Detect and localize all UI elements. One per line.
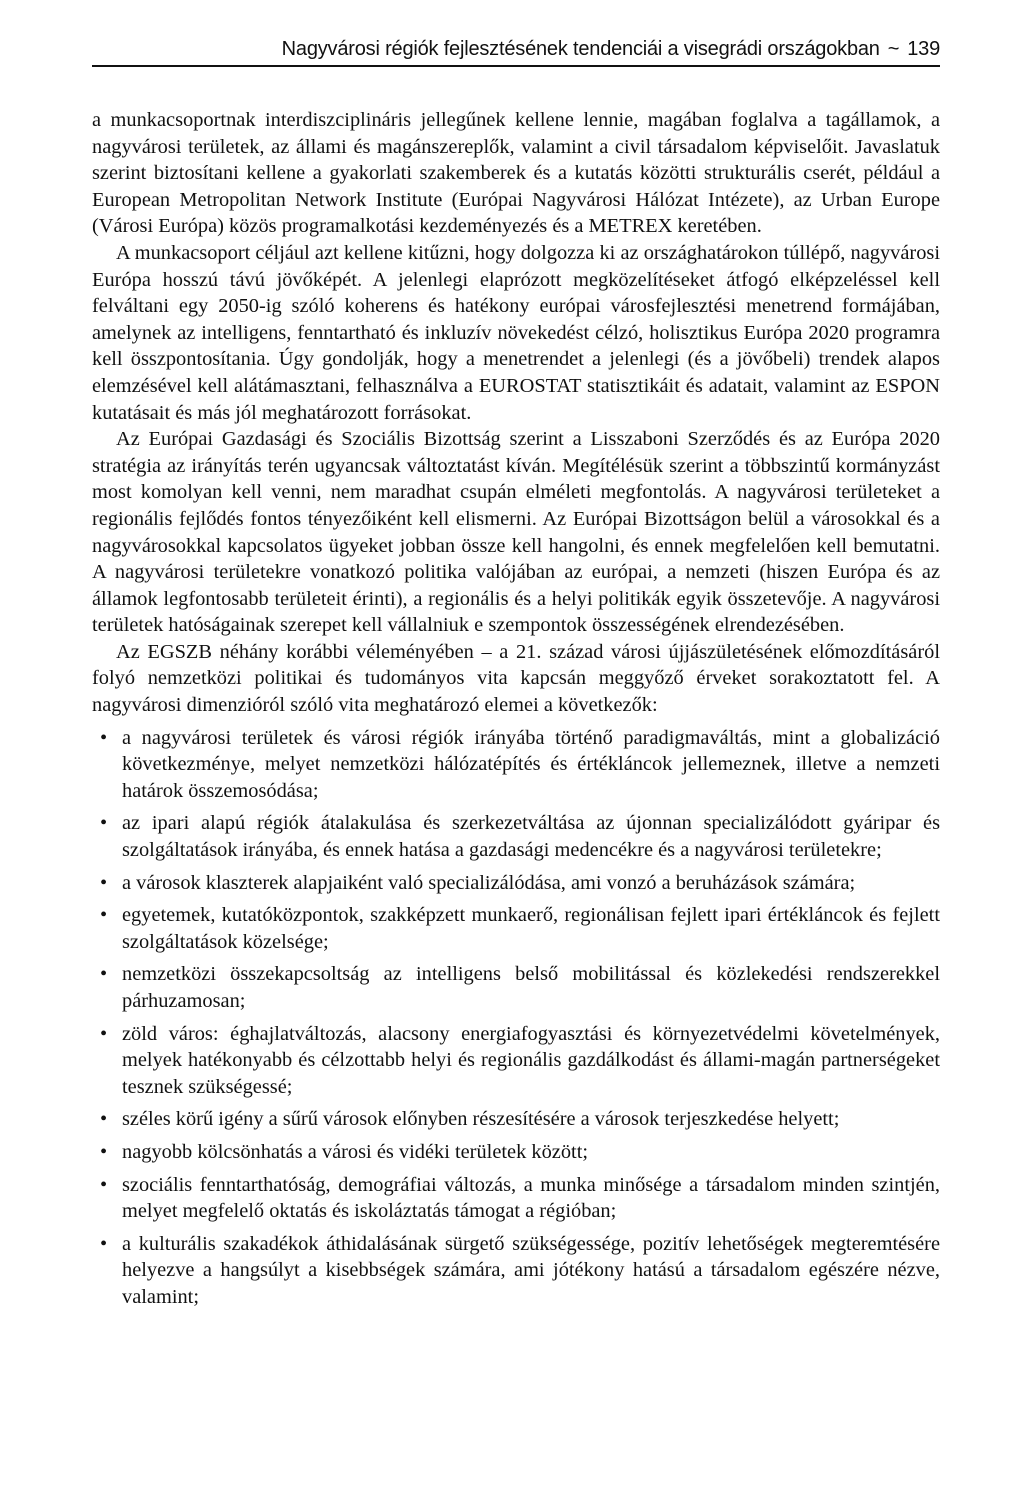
header-separator: ~ bbox=[887, 38, 900, 60]
list-item bbox=[92, 1106, 940, 1133]
list-item bbox=[92, 1021, 940, 1101]
bullet-icon: • bbox=[100, 1232, 108, 1255]
list-item bbox=[92, 810, 940, 863]
running-header bbox=[92, 38, 940, 67]
bullet-icon: • bbox=[100, 726, 108, 749]
list-item bbox=[92, 1139, 940, 1166]
body-text bbox=[92, 107, 940, 1311]
list-item bbox=[92, 725, 940, 805]
list-item-text: nagyobb kölcsönhatás a városi és vidéki területek között; bbox=[122, 1140, 589, 1163]
bullet-icon: • bbox=[100, 1173, 108, 1196]
bullet-list bbox=[92, 725, 940, 1311]
bullet-icon: • bbox=[100, 1108, 108, 1131]
list-item bbox=[92, 961, 940, 1014]
list-item-text: nemzetközi összekapcsoltság az intelligens belső mobilitással és közlekedési rendszerekkel párhuzamosan; bbox=[122, 963, 940, 1012]
document-page bbox=[92, 38, 940, 1311]
list-item-text: a nagyvárosi területek és városi régiók irányába történő paradigmaváltás, mint a globalizáció következménye, melyet nemzetközi hálózatépítés és értékláncok jellemeznek, illetve a nemzeti határok összemosódása; bbox=[122, 726, 940, 802]
paragraph: a munkacsoportnak interdiszciplináris jellegűnek kellene lennie, magában foglalva a tagállamok, a nagyvárosi területek, az állami és magánszereplők, valamint a civil társadalom képviselőit. Javaslatuk szerint biztosítani kellene a gyakorlati szakemberek és a kutatás közötti strukturális cserét, például a European Metropolitan Network Institute (Európai Nagyvárosi Hálózat Intézete), az Urban Europe (Városi Európa) közös programalkotási kezdeményezés és a METREX keretében. bbox=[92, 109, 940, 238]
bullet-icon: • bbox=[100, 871, 108, 894]
header-title: Nagyvárosi régiók fejlesztésének tendenciái a visegrádi országokban bbox=[281, 38, 880, 60]
list-item-text: zöld város: éghajlatváltozás, alacsony energiafogyasztási és környezetvédelmi követelmények, melyek hatékonyabb és célzottabb helyi és regionális gazdálkodást és állami-magán partnerségeket tesznek szükségessé; bbox=[122, 1022, 940, 1098]
list-item bbox=[92, 1172, 940, 1225]
list-item-text: az ipari alapú régiók átalakulása és szerkezetváltása az újonnan specializálódott gyáripar és szolgáltatások irányába, és ennek hatása a gazdasági medencékre és a nagyvárosi területekre; bbox=[122, 812, 940, 862]
paragraph: Az EGSZB néhány korábbi véleményében – a 21. század városi újjászületésének előmozdításáról folyó nemzetközi politikai és tudományos vita kapcsán meggyőző érveket sorakoztatott fel. A nagyvárosi dimenzióról szóló vita meghatározó elemei a következők: bbox=[92, 640, 940, 717]
list-item-text: szociális fenntarthatóság, demográfiai változás, a munka minősége a társadalom minden szintjén, melyet megfelelő oktatás és iskoláztatás támogat a régióban; bbox=[122, 1173, 940, 1223]
page-number: 139 bbox=[907, 38, 940, 60]
list-item bbox=[92, 902, 940, 955]
bullet-icon: • bbox=[100, 1140, 108, 1163]
list-item-text: egyetemek, kutatóközpontok, szakképzett munkaerő, regionálisan fejlett ipari értékláncok és fejlett szolgáltatások közelsége; bbox=[122, 904, 940, 953]
bullet-icon: • bbox=[100, 963, 108, 986]
list-item-text: a városok klaszterek alapjaiként való specializálódása, ami vonzó a beruházások számára; bbox=[122, 871, 856, 894]
list-item bbox=[92, 1231, 940, 1311]
list-item-text: a kulturális szakadékok áthidalásának sürgető szükségessége, pozitív lehetőségek megteremtésére helyezve a hangsúlyt a kisebbségek számára, ami jótékony hatású a társadalom egészére nézve, valamint; bbox=[122, 1232, 940, 1308]
bullet-icon: • bbox=[100, 1022, 108, 1045]
bullet-icon: • bbox=[100, 904, 108, 927]
list-item-text: széles körű igény a sűrű városok előnyben részesítésére a városok terjeszkedése helyett; bbox=[122, 1108, 840, 1131]
list-item bbox=[92, 870, 940, 897]
paragraph: Az Európai Gazdasági és Szociális Bizottság szerint a Lisszaboni Szerződés és az Európa 2020 stratégia az irányítás terén ugyancsak változtatást kíván. Megítélésük szerint a többszintű kormányzást most komolyan kell venni, nem maradhat csupán elméleti megfontolás. A nagyvárosi területeket a regionális fejlődés fontos tényezőiként kell elismerni. Az Európai Bizottságon belül a városokkal és a nagyvárosokkal kapcsolatos ügyeket jobban össze kell hangolni, és ennek megfelelően kell bemutatni. A nagyvárosi területekre vonatkozó politika valójában az európai, a nemzeti (hiszen Európa és az államok legfontosabb területeit érinti), a regionális és a helyi politikák egyik összetevője. A nagyvárosi területek hatóságainak szerepet kell vállalniuk e szempontok összességének elrendezésében. bbox=[92, 428, 940, 637]
bullet-icon: • bbox=[100, 812, 108, 835]
paragraph: A munkacsoport céljául azt kellene kitűzni, hogy dolgozza ki az országhatárokon túllépő, nagyvárosi Európa hosszú távú jövőképét. A jelenlegi elaprózott megközelítéseket átfogó elképzeléssel kell felváltani egy 2050-ig szóló koherens és hatékony európai városfejlesztési menetrend formájában, amelynek az intelligens, fenntartható és inkluzív növekedést célzó, holisztikus Európa 2020 programra kell összpontosítania. Úgy gondolják, hogy a menetrendet a jelenlegi (és a jövőbeli) trendek alapos elemzésével kell alátámasztani, felhasználva a EUROSTAT statisztikáit és adatait, valamint az ESPON kutatásait és más jól meghatározott forrásokat. bbox=[92, 241, 940, 424]
